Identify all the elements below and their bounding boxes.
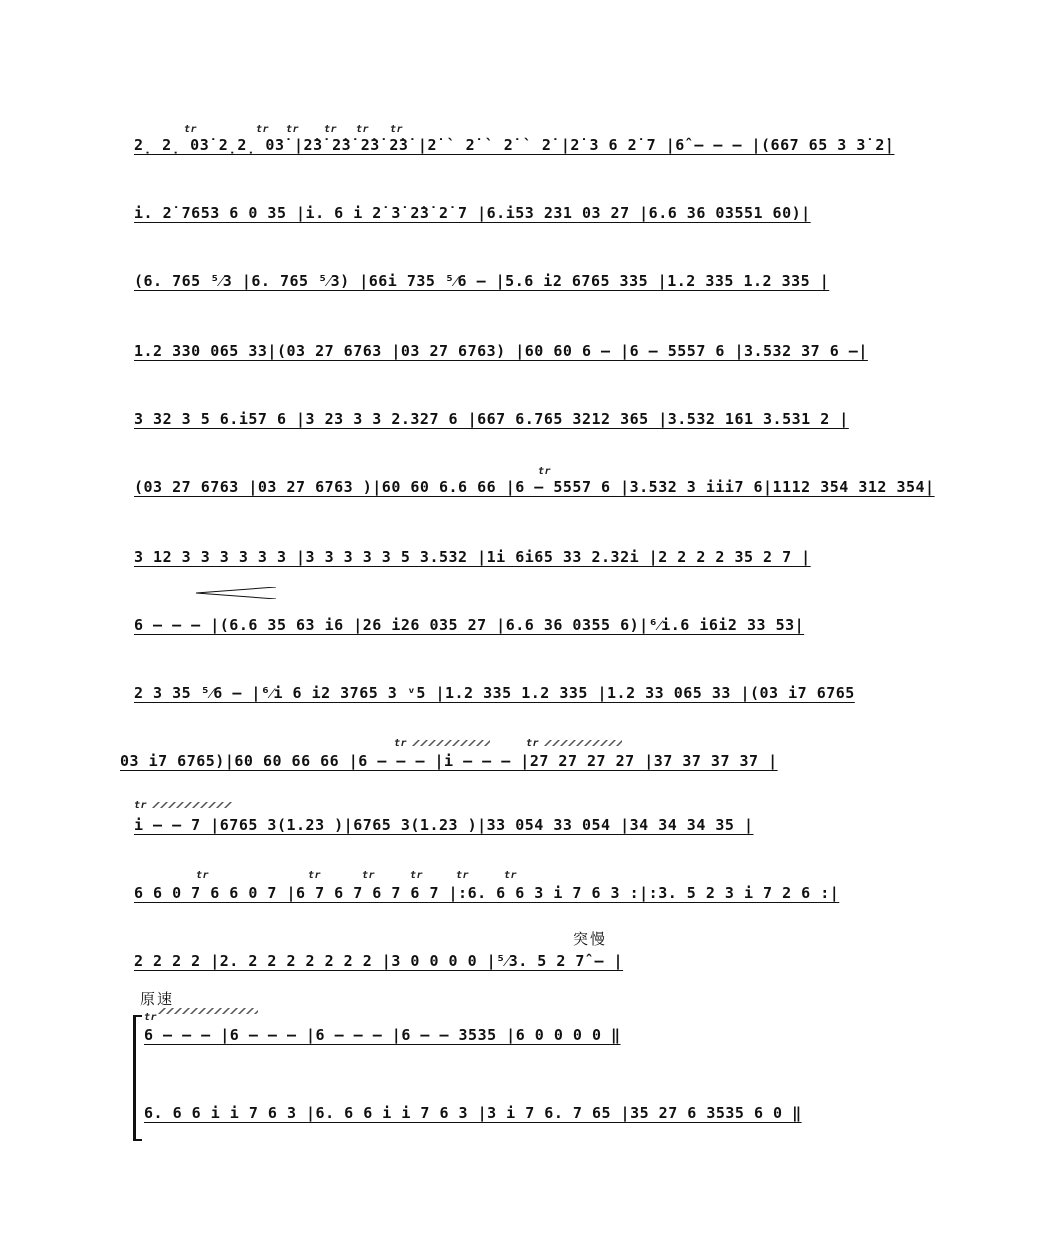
system-bracket bbox=[133, 1015, 142, 1141]
trill-mark: tr bbox=[410, 870, 424, 881]
score-line-5 bbox=[134, 402, 934, 438]
notation-text: 6 – – – |(6.6 35 63 i6 |26 i26 035 27 |6.6 36 0355 6)|⁶⁄i.6 i6i2 33 53| bbox=[134, 616, 805, 634]
score-line-14 bbox=[144, 1012, 934, 1054]
trill-mark: tr bbox=[144, 1012, 158, 1023]
notation-text: 6. 6 6 i i 7 6 3 |6. 6 6 i i 7 6 3 |3 i 7 6. 7 65 |35 27 6 3535 6 0 ‖ bbox=[144, 1104, 802, 1122]
score-line-12 bbox=[134, 870, 934, 912]
notation-text: i – – 7 |6765 3(1.23 )|6765 3(1.23 )|33 054 33 054 |34 34 34 35 | bbox=[134, 816, 754, 834]
trill-mark: tr bbox=[308, 870, 322, 881]
trill-mark: tr bbox=[286, 124, 300, 135]
notation-text: 03 i7 6765)|60 60 66 66 |6 – – – |i – – – |27 27 27 27 |37 37 37 37 | bbox=[120, 752, 778, 770]
score-line-4 bbox=[134, 334, 934, 370]
score-line-15 bbox=[144, 1096, 934, 1132]
trill-mark: tr bbox=[526, 738, 540, 749]
trill-mark: tr bbox=[390, 124, 404, 135]
trill-mark: tr bbox=[394, 738, 408, 749]
score-line-10 bbox=[120, 738, 934, 780]
trill-mark: tr bbox=[184, 124, 198, 135]
notation-text: 6 6 0 7 6 6 0 7 |6 7 6 7 6 7 6 7 |:6. 6 6 3 i 7 6 3 :|:3. 5 2 3 i 7 2 6 :| bbox=[134, 884, 840, 902]
trill-wavy-line bbox=[152, 802, 232, 808]
tempo-mark-original: 原速 bbox=[140, 990, 175, 1008]
notation-text: i. 2̇ 7653 6 0 35 |i. 6 i 2̇ 3̇ 2̇3̇ 2̇ 7 |6.i53 231 03 27 |6.6 36 03551 60)| bbox=[134, 204, 811, 222]
notation-text: 2̣ 2̣ 03̇ 2̣2̣ 03̇ |2̇3̇ 2̇3̇ 2̇3̇ 2̇3̇ |2̇ ` 2̇ ` 2̇ ` 2̇ |2̇ 3 6 2̇ 7 |6̂ – – – |(667 65 3 3̇ 2̇| bbox=[134, 136, 895, 154]
notation-text: 2 3 35 ⁵⁄6 – |⁶⁄i 6 i2 3765 3 ᵛ5 |1.2 335 1.2 335 |1.2 33 065 33 |(03 i7 6765 bbox=[134, 684, 855, 702]
notation-text: 1.2 330 065 33|(03 27 6763 |03 27 6763) |60 60 6 – |6 – 5557 6 |3.532 37 6 –| bbox=[134, 342, 868, 360]
trill-mark: tr bbox=[134, 800, 148, 811]
score-line-7 bbox=[134, 540, 934, 576]
trill-mark: tr bbox=[362, 870, 376, 881]
trill-mark: tr bbox=[456, 870, 470, 881]
trill-mark: tr bbox=[256, 124, 270, 135]
notation-text: 3 12 3 3 3 3 3 3 |3 3 3 3 3 5 3.532 |1i 6i65 33 2.32i |2 2 2 2 35 2 7 | bbox=[134, 548, 811, 566]
trill-mark: tr bbox=[196, 870, 210, 881]
trill-wavy-line bbox=[412, 740, 490, 746]
notation-text: 6 – – – |6 – – – |6 – – – |6 – – 3535 |6 0 0 0 0 ‖ bbox=[144, 1026, 621, 1044]
trill-wavy-line bbox=[158, 1008, 258, 1014]
tempo-mark-sudden-slow: 突慢 bbox=[573, 930, 608, 948]
score-line-2 bbox=[134, 196, 934, 232]
trill-mark: tr bbox=[324, 124, 338, 135]
notation-text: 2 2 2 2 |2. 2 2 2 2 2 2 2 |3 0 0 0 0 |⁵⁄3. 5 2 7̂ – | bbox=[134, 952, 624, 970]
score-line-13 bbox=[134, 944, 934, 980]
score-line-11 bbox=[134, 800, 934, 844]
score-line-1 bbox=[134, 124, 934, 164]
score-line-8 bbox=[134, 608, 934, 644]
trill-mark: tr bbox=[504, 870, 518, 881]
score-line-6 bbox=[134, 466, 935, 506]
notation-text: (03 27 6763 |03 27 6763 )|60 60 6.6 66 |6 – 5557 6 |3.532 3 iii7 6|1112 354 312 354| bbox=[134, 478, 935, 496]
notation-text: (6. 765 ⁵⁄3 |6. 765 ⁵⁄3) |66i 735 ⁵⁄6 – |5.6 i2 6765 335 |1.2 335 1.2 335 | bbox=[134, 272, 830, 290]
trill-mark: tr bbox=[538, 466, 552, 477]
crescendo-hairpin bbox=[196, 587, 276, 599]
score-line-3 bbox=[134, 264, 934, 300]
trill-wavy-line bbox=[544, 740, 622, 746]
trill-mark: tr bbox=[356, 124, 370, 135]
score-line-9 bbox=[134, 676, 934, 712]
notation-text: 3 32 3 5 6.i57 6 |3 23 3 3 2.327 6 |667 6.765 3212 365 |3.532 161 3.531 2 | bbox=[134, 410, 849, 428]
